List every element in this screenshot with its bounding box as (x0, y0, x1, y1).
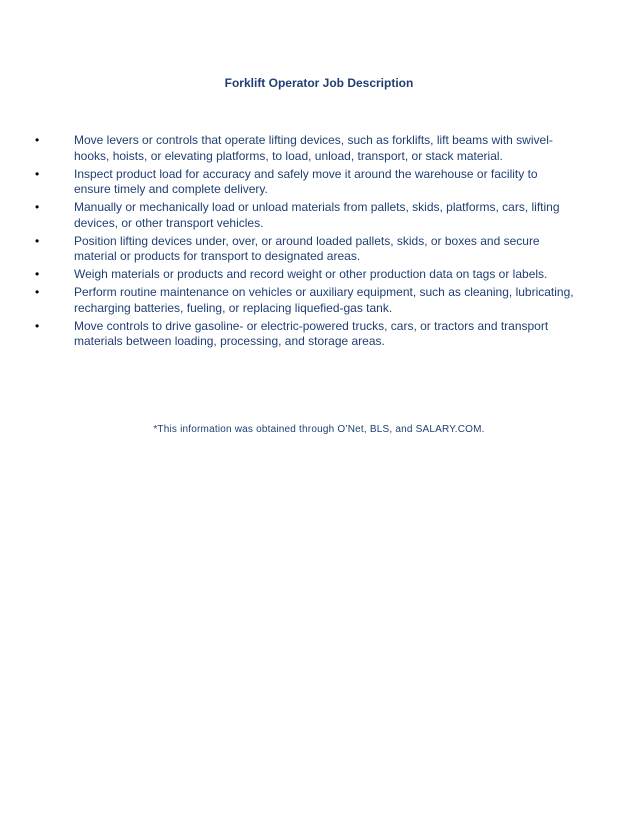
bullet-icon: • (35, 318, 40, 333)
bullet-icon: • (35, 267, 40, 281)
list-item (35, 267, 575, 283)
duty-text: Manually or mechanically load or unload materials from pallets, skids, platforms, cars, lifting devices, or other transport vehicles. (74, 200, 560, 230)
duty-list (35, 133, 575, 352)
list-item (35, 167, 575, 198)
list-item (35, 133, 575, 164)
list-item (35, 200, 575, 231)
duty-text: Perform routine maintenance on vehicles or auxiliary equipment, such as cleaning, lubricating, recharging batteries, fueling, or replacing liquefied-gas tank. (74, 285, 574, 315)
list-item (35, 285, 575, 316)
duty-text: Move levers or controls that operate lifting devices, such as forklifts, lift beams with swivel-hooks, hoists, or elevating platforms, to load, unload, transport, or stack material. (74, 133, 553, 163)
duty-text: Move controls to drive gasoline- or electric-powered trucks, cars, or tractors and transport materials between loading, processing, and storage areas. (74, 318, 549, 348)
bullet-icon: • (35, 233, 40, 248)
source-footnote: *This information was obtained through O’Net, BLS, and SALARY.COM. (153, 424, 485, 435)
list-item (35, 319, 575, 350)
duty-text: Weigh materials or products and record weight or other production data on tags or labels. (74, 267, 548, 281)
duty-text: Inspect product load for accuracy and safely move it around the warehouse or facility to ensure timely and complete delivery. (74, 166, 538, 196)
bullet-icon: • (35, 200, 40, 214)
duty-text: Position lifting devices under, over, or around loaded pallets, skids, or boxes and secure material or products for transport to designated areas. (74, 233, 540, 263)
bullet-icon: • (35, 133, 40, 147)
list-item (35, 234, 575, 265)
document-title: Forklift Operator Job Description (224, 76, 414, 90)
bullet-icon: • (35, 166, 40, 181)
bullet-icon: • (35, 285, 40, 299)
